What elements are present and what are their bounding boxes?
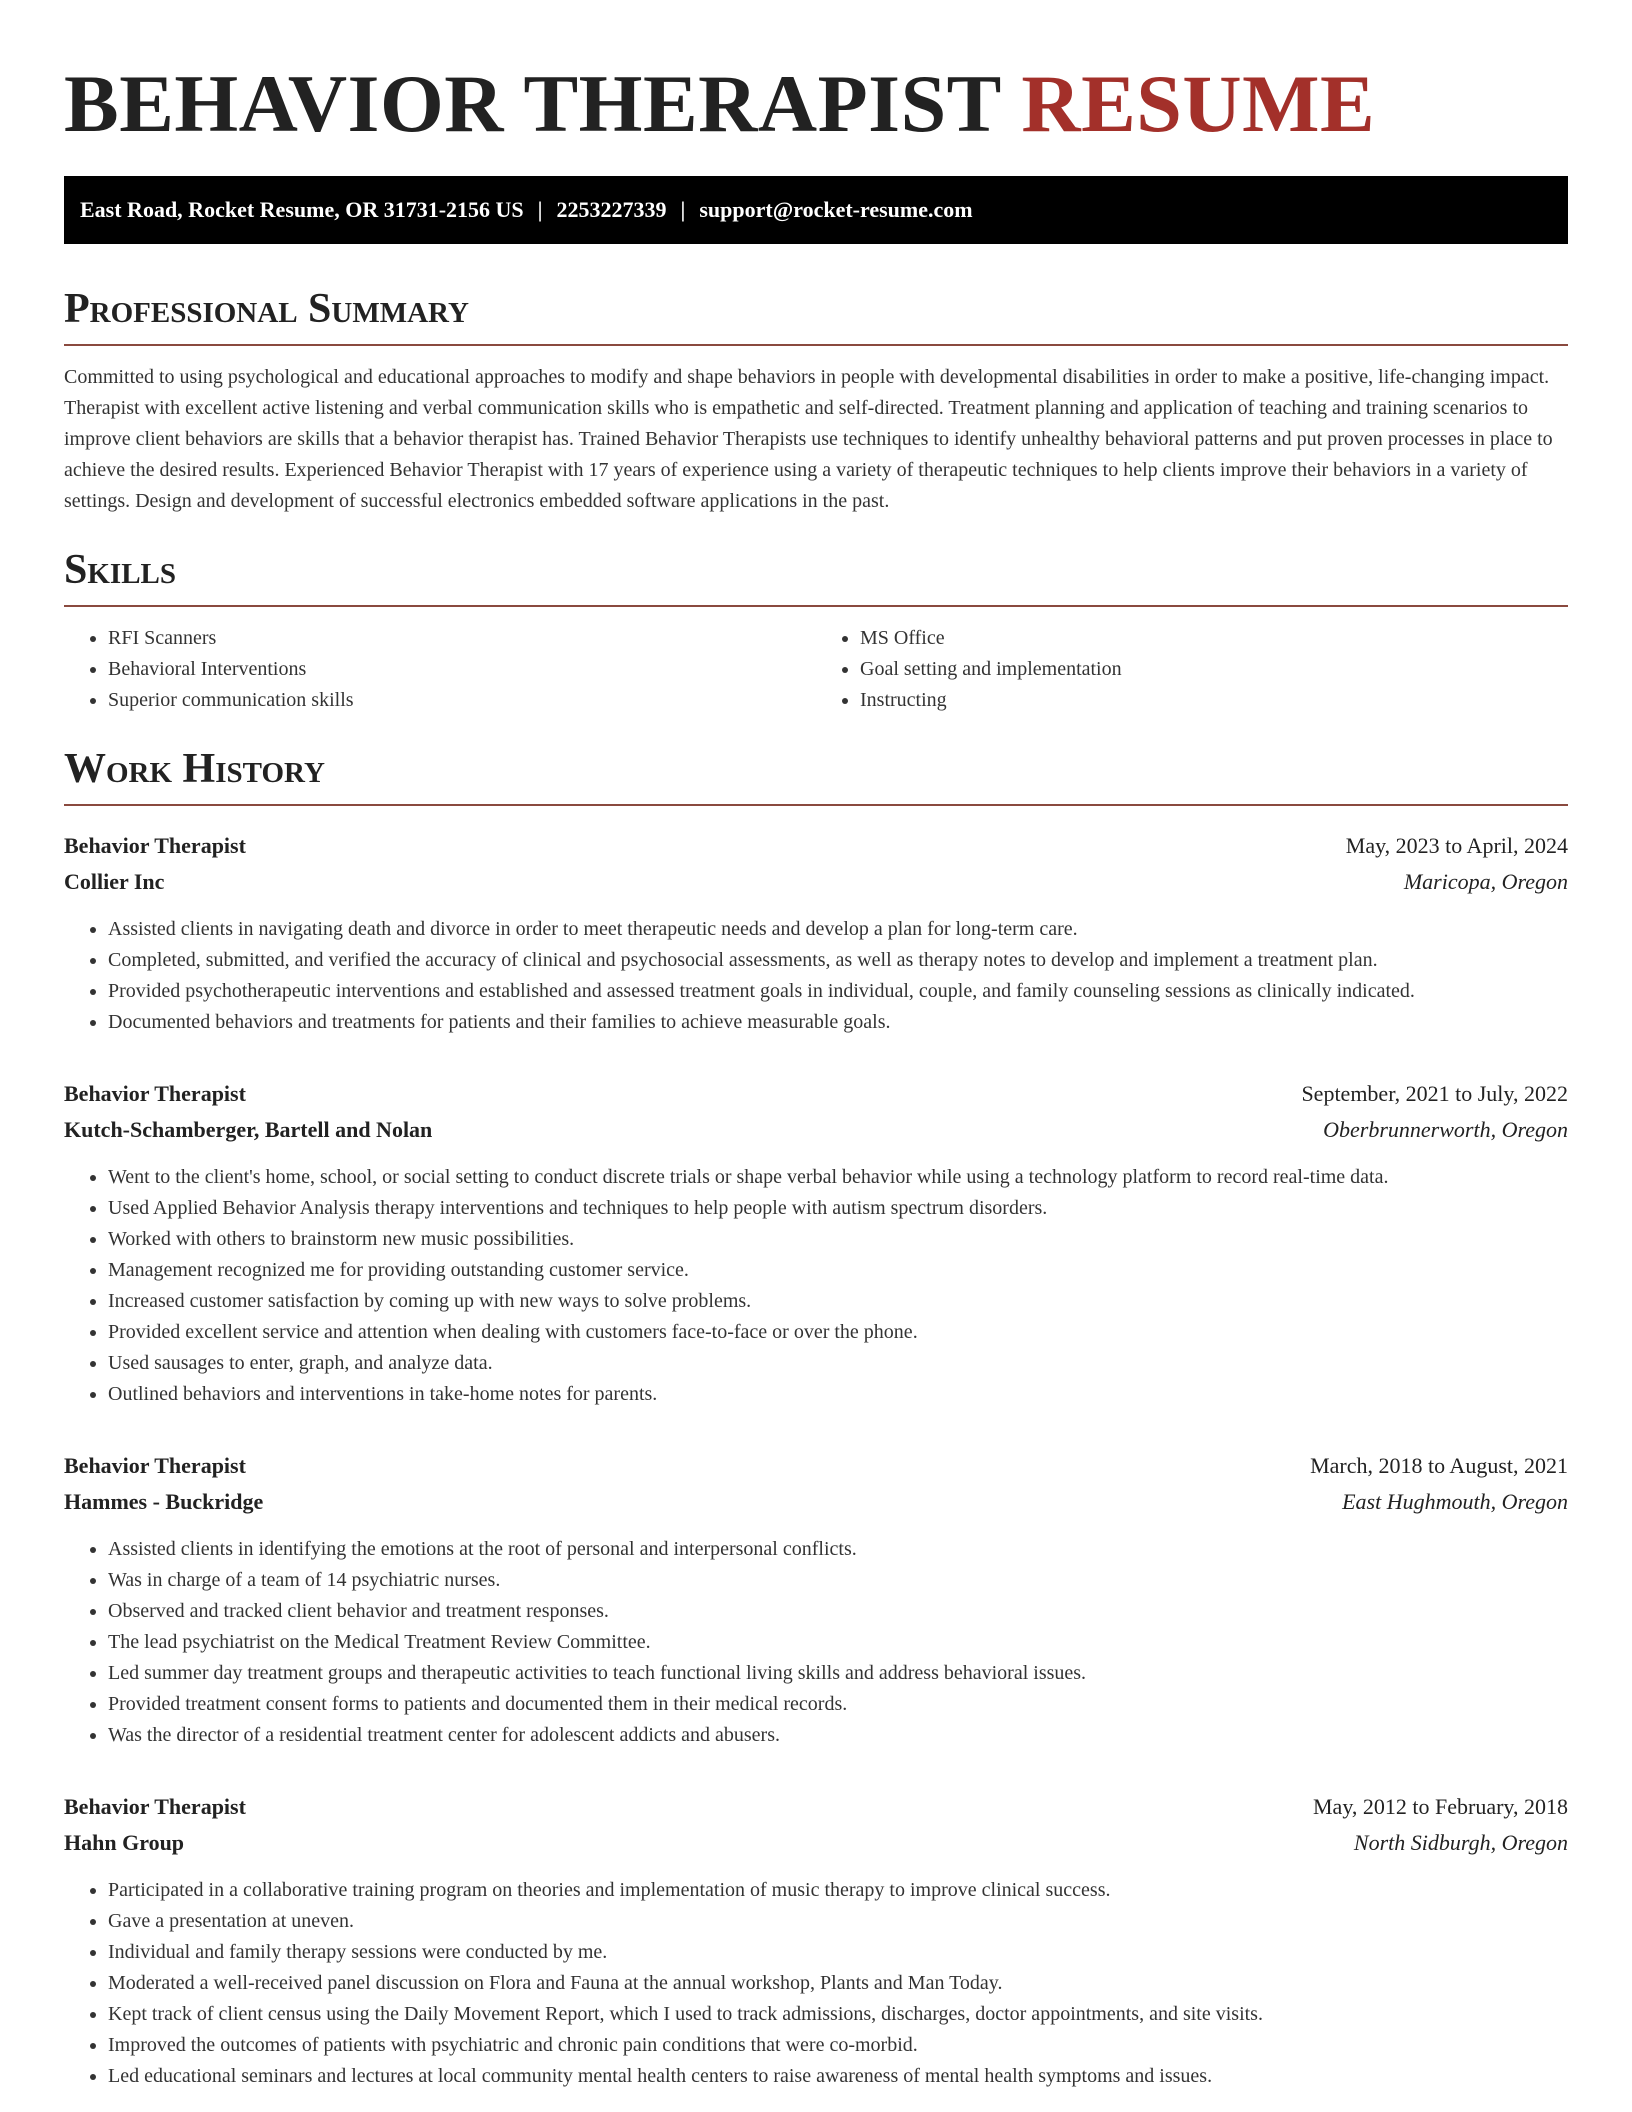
job-dates: September, 2021 to July, 2022 [1301,1081,1568,1106]
job-title: Behavior Therapist [64,1794,246,1819]
skills-column-left [64,623,816,716]
job-bullets [64,1162,1568,1410]
contact-address: East Road, Rocket Resume, OR 31731-2156 US [80,197,524,222]
resume-title [64,56,1568,152]
contact-bar [64,176,1568,244]
job-bullet: • Outlined behaviors and interventions in take-home notes for parents. [108,1379,1568,1410]
job-bullet: • Completed, submitted, and verified the accuracy of clinical and psychosocial assessments, as well as therapy notes to develop and implement a treatment plan. [108,945,1568,976]
job-location: Maricopa, Oregon [1403,869,1568,894]
title-accent: RESUME [1021,58,1376,149]
job-company-row [64,1825,1568,1861]
job-title: Behavior Therapist [64,1081,246,1106]
job-header-row [64,1448,1568,1484]
skill-item: • Superior communication skills [108,685,816,716]
skill-item: • MS Office [860,623,1568,654]
job-bullet: • Went to the client's home, school, or social setting to conduct discrete trials or shape verbal behavior while using a technology platform to record real-time data. [108,1162,1568,1193]
skills-column-right [816,623,1568,716]
skills-grid [64,623,1568,716]
skill-item: • RFI Scanners [108,623,816,654]
job-bullet: • Used Applied Behavior Analysis therapy interventions and techniques to help people with autism spectrum disorders. [108,1193,1568,1224]
job-location: East Hughmouth, Oregon [1342,1489,1568,1514]
professional-summary-section [64,284,1568,517]
job-entry [64,828,1568,1038]
job-company: Hahn Group [64,1830,185,1855]
job-bullet: • Provided treatment consent forms to patients and documented them in their medical records. [108,1689,1568,1720]
job-title: Behavior Therapist [64,833,246,858]
skill-item: • Behavioral Interventions [108,654,816,685]
job-bullet: • Kept track of client census using the Daily Movement Report, which I used to track admissions, discharges, doctor appointments, and site visits. [108,1999,1568,2030]
job-entry [64,1448,1568,1751]
title-main: BEHAVIOR THERAPIST [64,58,1001,149]
summary-text: Committed to using psychological and educational approaches to modify and shape behaviors in people with developmental disabilities in order to make a positive, life-changing impact. Therapist with excellent active listening and verbal communication skills who is empathetic and self-directed. Treatment planning and application of teaching and training scenarios to improve client behaviors are skills that a behavior therapist has. Trained Behavior Therapists use techniques to identify unhealthy behavioral patterns and put proven processes in place to achieve the desired results. Experienced Behavior Therapist with 17 years of experience using a variety of therapeutic techniques to help clients improve their behaviors in a variety of settings. Design and development of successful electronics embedded software applications in the past. [64,366,1553,512]
job-bullet: • The lead psychiatrist on the Medical Treatment Review Committee. [108,1627,1568,1658]
job-bullets [64,1534,1568,1751]
contact-phone: 2253227339 [556,197,667,222]
job-bullets [64,1875,1568,2092]
job-bullet: • Moderated a well-received panel discussion on Flora and Fauna at the annual workshop, Plants and Man Today. [108,1968,1568,1999]
skill-item: • Goal setting and implementation [860,654,1568,685]
job-bullet: • Worked with others to brainstorm new music possibilities. [108,1224,1568,1255]
skill-item: • Instructing [860,685,1568,716]
section-heading-summary: Professional Summary [64,284,1568,346]
job-bullet: • Led summer day treatment groups and therapeutic activities to teach functional living skills and address behavioral issues. [108,1658,1568,1689]
job-bullet: • Was the director of a residential treatment center for adolescent addicts and abusers. [108,1720,1568,1751]
job-bullet: • Led educational seminars and lectures at local community mental health centers to raise awareness of mental health symptoms and issues. [108,2061,1568,2092]
job-dates: May, 2023 to April, 2024 [1345,833,1568,858]
job-company-row [64,1112,1568,1148]
job-bullet: • Increased customer satisfaction by coming up with new ways to solve problems. [108,1286,1568,1317]
job-dates: March, 2018 to August, 2021 [1310,1453,1568,1478]
job-bullet: • Individual and family therapy sessions were conducted by me. [108,1937,1568,1968]
skills-section [64,545,1568,716]
job-header-row [64,828,1568,864]
job-bullet: • Observed and tracked client behavior and treatment responses. [108,1596,1568,1627]
job-bullet: • Documented behaviors and treatments for patients and their families to achieve measurable goals. [108,1007,1568,1038]
job-bullet: • Management recognized me for providing outstanding customer service. [108,1255,1568,1286]
job-bullet: • Participated in a collaborative training program on theories and implementation of music therapy to improve clinical success. [108,1875,1568,1906]
job-title: Behavior Therapist [64,1453,246,1478]
job-dates: May, 2012 to February, 2018 [1313,1794,1568,1819]
contact-separator: | [537,197,543,222]
job-bullet: • Was in charge of a team of 14 psychiatric nurses. [108,1565,1568,1596]
job-company: Kutch-Schamberger, Bartell and Nolan [64,1117,433,1142]
job-bullet: • Provided psychotherapeutic interventions and established and assessed treatment goals in individual, couple, and family counseling sessions as clinically indicated. [108,976,1568,1007]
job-company: Hammes - Buckridge [64,1489,264,1514]
section-heading-skills: Skills [64,545,1568,607]
work-history-section [64,744,1568,2092]
job-header-row [64,1076,1568,1112]
job-header-row [64,1789,1568,1825]
job-bullet: • Gave a presentation at uneven. [108,1906,1568,1937]
job-company-row [64,864,1568,900]
contact-email[interactable]: support@rocket-resume.com [699,197,973,222]
job-bullet: • Assisted clients in identifying the emotions at the root of personal and interpersonal conflicts. [108,1534,1568,1565]
job-bullet: • Used sausages to enter, graph, and analyze data. [108,1348,1568,1379]
job-bullet: • Provided excellent service and attention when dealing with customers face-to-face or over the phone. [108,1317,1568,1348]
section-heading-work-history: Work History [64,744,1568,806]
job-location: North Sidburgh, Oregon [1353,1830,1568,1855]
job-entry [64,1789,1568,2092]
contact-separator: | [680,197,686,222]
job-company-row [64,1484,1568,1520]
job-location: Oberbrunnerworth, Oregon [1323,1117,1568,1142]
job-entry [64,1076,1568,1410]
job-bullet: • Assisted clients in navigating death and divorce in order to meet therapeutic needs and develop a plan for long-term care. [108,914,1568,945]
job-bullet: • Improved the outcomes of patients with psychiatric and chronic pain conditions that were co-morbid. [108,2030,1568,2061]
job-bullets [64,914,1568,1038]
job-company: Collier Inc [64,869,165,894]
